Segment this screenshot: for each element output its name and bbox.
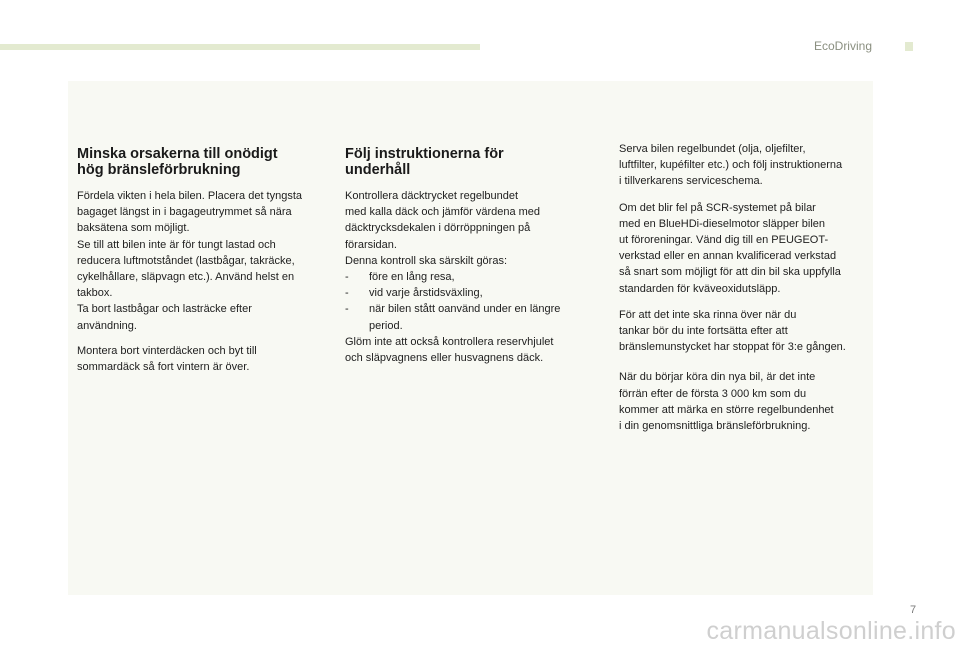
paragraph-weight-distribution: Fördela vikten i hela bilen. Placera det tyngsta bagaget längst in i bagageutrymmet så nära baksätena som möjligt. Se till att bilen inte är för tungt lastad och reducera luftmotståndet (lastbågar, takräcke, cykelhållare, släpvagn etc.). Använd helst en takbox. Ta bort lastbågar och lasträcke efter användning. bbox=[77, 190, 303, 332]
header-accent-square bbox=[905, 42, 913, 51]
content-panel bbox=[68, 81, 873, 595]
list-item: - vid varje årstidsväxling, bbox=[345, 287, 483, 300]
paragraph-spare-wheel: Glöm inte att också kontrollera reservhjulet och släpvagnens eller husvagnens däck. bbox=[345, 335, 554, 365]
paragraph-scr-system: Om det blir fel på SCR-systemet på bilar med en BlueHDi-dieselmotor släpper bilen ut föroreningar. Vänd dig till en PEUGEOT- verkstad eller en annan kvalificerad verkstad så snart som möjligt för att din bil ska uppfylla standarden för kväveoxidutsläpp. bbox=[619, 201, 841, 295]
paragraph-service-schedule: Serva bilen regelbundet (olja, oljefilter, luftfilter, kupéfilter etc.) och följ instruktionerna i tillverkarens serviceschema. bbox=[619, 143, 843, 188]
watermark: carmanualsonline.info bbox=[706, 617, 956, 645]
heading-reduce-consumption: Minska orsakerna till onödigt hög bränsleförbrukning bbox=[77, 146, 278, 178]
column-fuel-consumption bbox=[77, 146, 332, 384]
header-accent-bar bbox=[0, 44, 480, 50]
checklist bbox=[345, 269, 595, 334]
list-item: - före en lång resa, bbox=[345, 271, 455, 284]
heading-follow-maintenance: Följ instruktionerna för underhåll bbox=[345, 146, 504, 178]
paragraph-tyre-pressure: Kontrollera däcktrycket regelbundet med kalla däck och jämför värdena med däcktrycksdekalen i dörröppningen på förarsidan. Denna kontroll ska särskilt göras: bbox=[345, 190, 541, 267]
paragraph-refuelling: För att det inte ska rinna över när du tankar bör du inte fortsätta efter att bränslemunstycket har stoppat för 3:e gången. bbox=[619, 308, 846, 354]
list-item: - när bilen stått oanvänd under en längre period. bbox=[345, 303, 561, 332]
page-number: 7 bbox=[910, 604, 917, 616]
paragraph-running-in: När du börjar köra din nya bil, är det inte förrän efter de första 3 000 km som du kommer att märka en större regelbundenhet i din genomsnittliga bränsleförbrukning. bbox=[619, 371, 834, 433]
paragraph-winter-tyres: Montera bort vinterdäcken och byt till sommardäck så fort vintern är över. bbox=[77, 344, 257, 374]
column-service bbox=[619, 141, 869, 444]
section-title: EcoDriving bbox=[813, 39, 872, 53]
column-maintenance bbox=[345, 146, 595, 375]
